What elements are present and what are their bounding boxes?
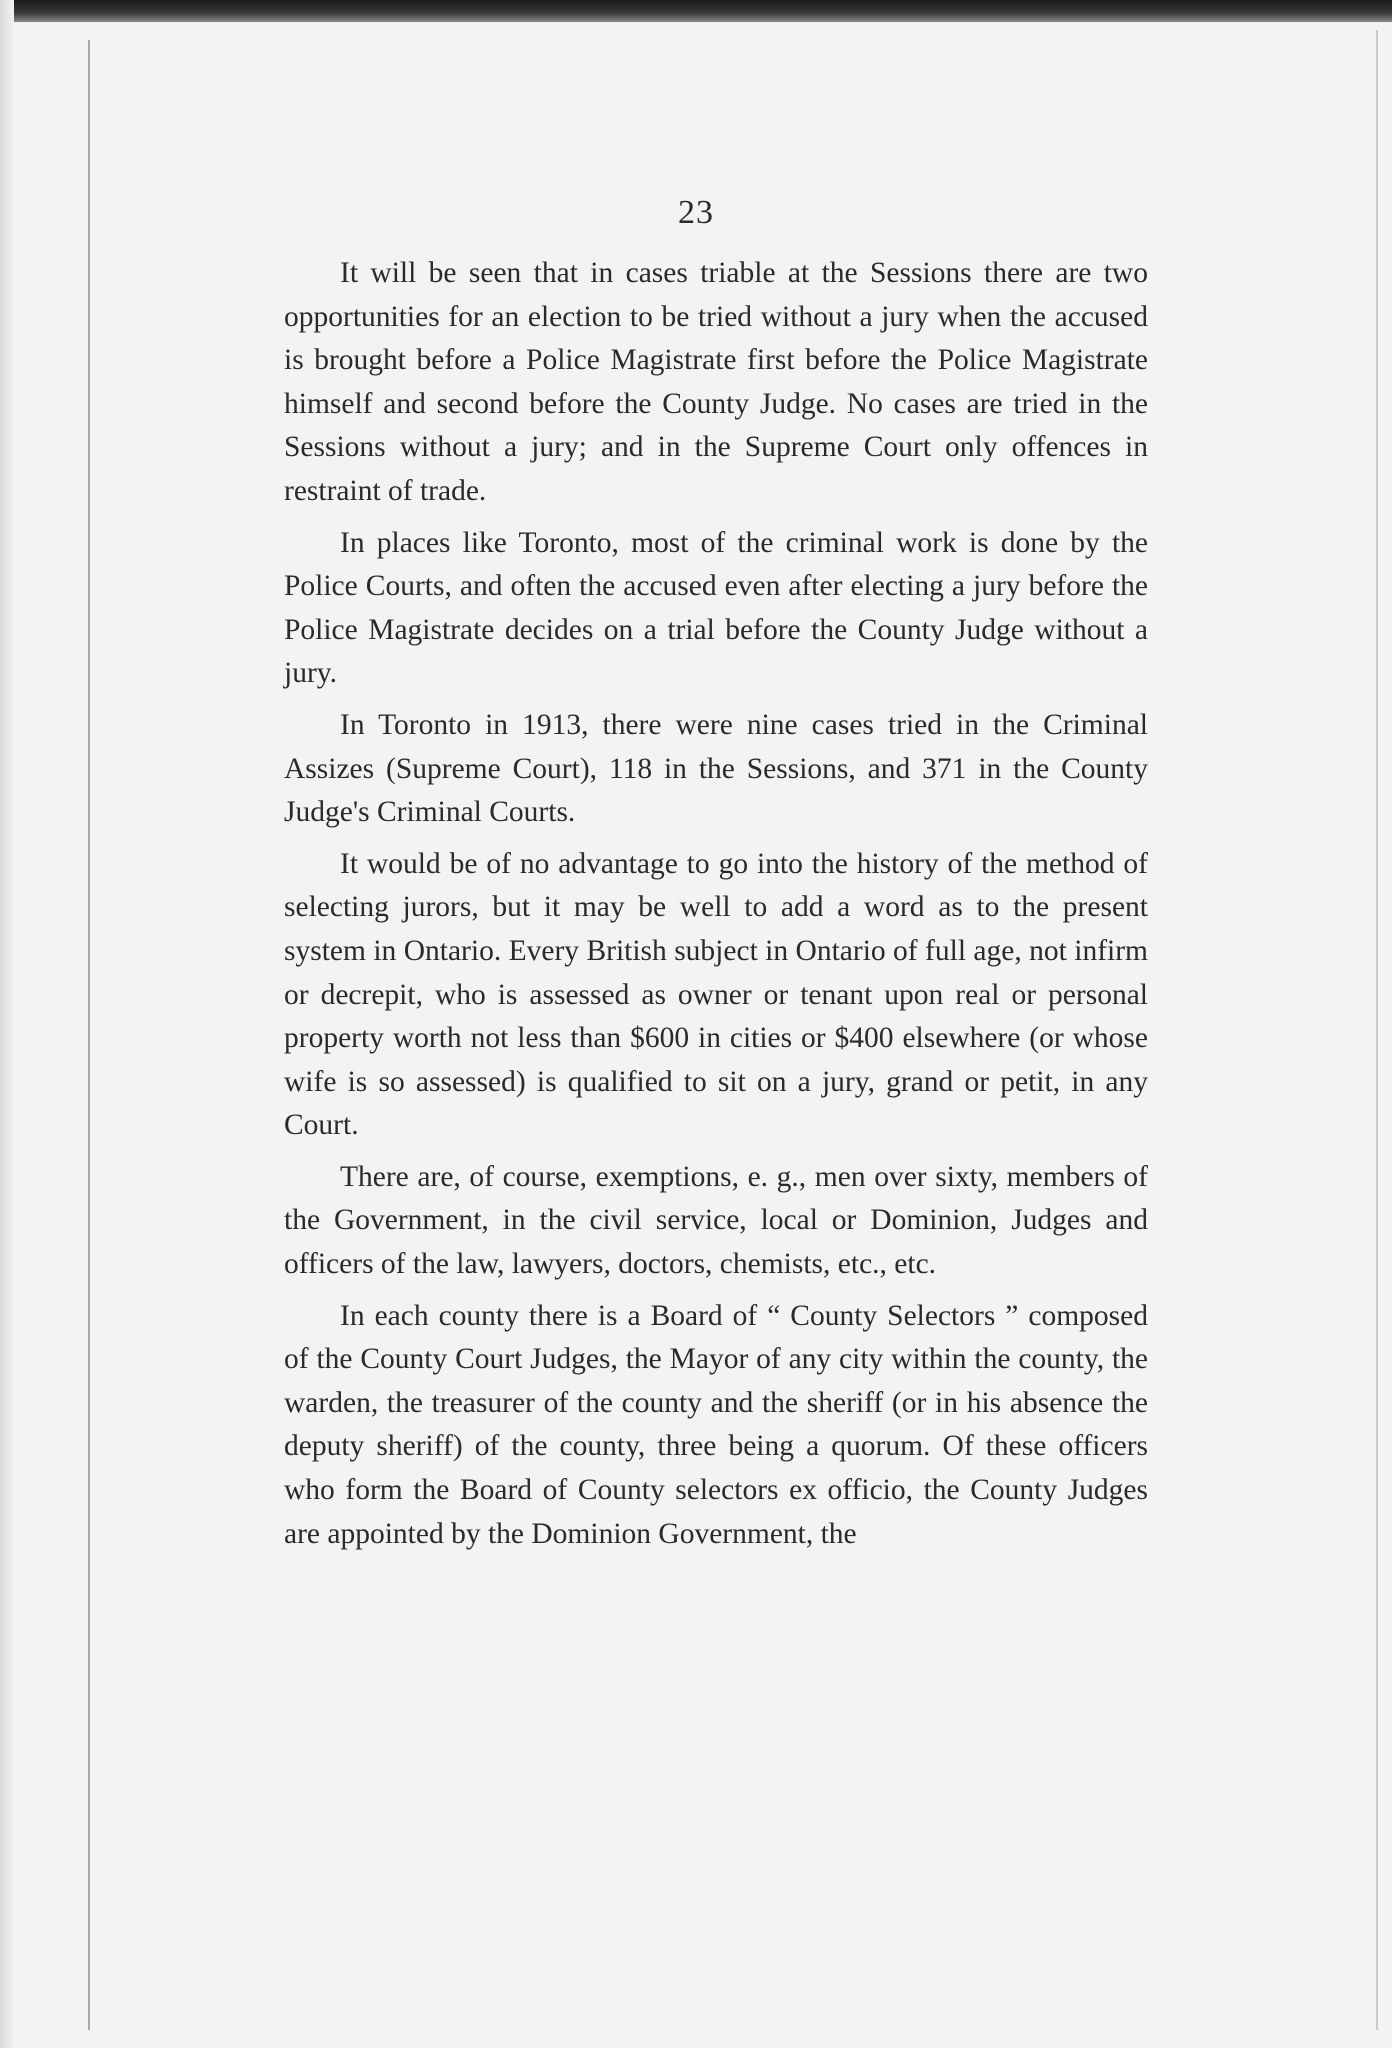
paragraph-6: In each county there is a Board of “ County Selectors ” composed of the County Court Judges, the Mayor of any city within the county, the warden, the treasurer of the county and the sheriff (or in his absence the deputy sheriff) of the county, three being a quorum. Of these officers who form the Board of County selectors ex officio, the County Judges are appointed by the Dominion Government, the bbox=[284, 1299, 1148, 1550]
paragraph-1: It will be seen that in cases triable at the Sessions there are two opportunities for an election to be tried without a jury when the accused is brought before a Police Magistrate first before the Police Magistrate himself and second before the County Judge. No cases are tried in the Sessions without a jury; and in the Supreme Court only offences in restraint of trade. bbox=[284, 257, 1148, 507]
scan-top-border bbox=[0, 0, 1392, 22]
binding-marks bbox=[88, 40, 96, 2030]
scan-left-edge bbox=[0, 0, 14, 2048]
page-number: 23 bbox=[678, 194, 714, 231]
page-edge-right bbox=[1372, 30, 1378, 2030]
paragraph-3: In Toronto in 1913, there were nine cases tried in the Criminal Assizes (Supreme Court), 118 in the Sessions, and 371 in the County Judge's Criminal Courts. bbox=[284, 708, 1148, 829]
paragraph-4: It would be of no advantage to go into the history of the method of selecting jurors, but it may be well to add a word as to the present system in Ontario. Every British subject in Ontario of full age, not infirm or decrepit, who is assessed as owner or tenant upon real or personal property worth not less than $600 in cities or $400 elsewhere (or whose wife is so assessed) is qualified to sit on a jury, grand or petit, in any Court. bbox=[284, 847, 1148, 1142]
body-text bbox=[284, 252, 1148, 1564]
paragraph-5: There are, of course, exemptions, e. g., men over sixty, members of the Government, in the civil service, local or Dominion, Judges and officers of the law, lawyers, doctors, chemists, etc., etc. bbox=[284, 1160, 1148, 1281]
paragraph-2: In places like Toronto, most of the criminal work is done by the Police Courts, and often the accused even after electing a jury before the Police Magistrate decides on a trial before the County Judge without a jury. bbox=[284, 526, 1148, 690]
